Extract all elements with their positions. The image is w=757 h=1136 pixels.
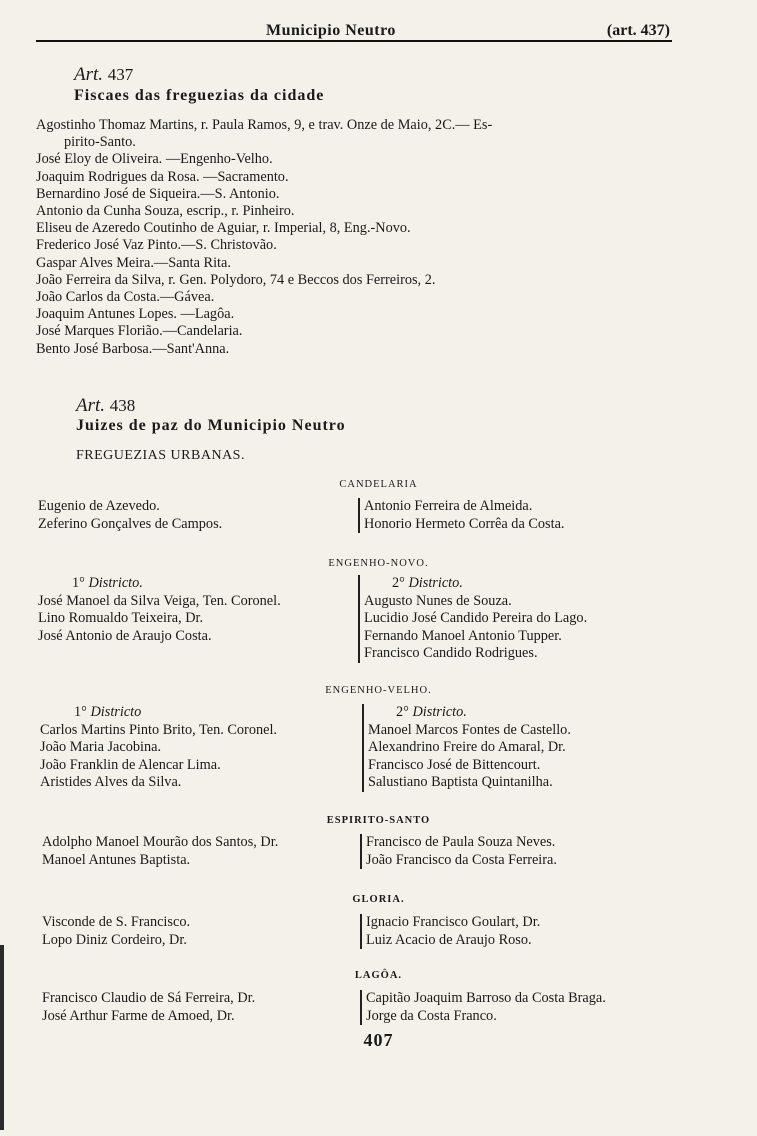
fiscal-entry: José Marques Florião.—Candelaria. [36, 323, 243, 340]
section-title-candelaria: CANDELARIA [339, 479, 418, 490]
district-word: Districto. [412, 704, 467, 720]
judge-name: João Franklin de Alencar Lima. [40, 756, 221, 773]
district-ordinal: 1° [74, 704, 87, 720]
judge-name: Augusto Nunes de Souza. [364, 592, 512, 609]
lagoa-left-column [42, 990, 255, 1025]
judge-name: José Antonio de Araujo Costa. [38, 627, 212, 644]
fiscal-entry: José Eloy de Oliveira. —Engenho-Velho. [36, 151, 273, 168]
espirito-santo-left-column [42, 834, 278, 869]
section-title-gloria: GLORIA. [352, 894, 405, 905]
fiscal-entry: Antonio da Cunha Souza, escrip., r. Pinheiro. [36, 203, 295, 220]
judge-name: Fernando Manoel Antonio Tupper. [364, 627, 562, 644]
judge-name: Alexandrino Freire do Amaral, Dr. [368, 739, 566, 756]
district-ordinal: 1° [72, 575, 85, 591]
judge-name: Adolpho Manoel Mourão dos Santos, Dr. [42, 834, 279, 850]
fiscal-entry: Frederico José Vaz Pinto.—S. Christovão. [36, 237, 277, 254]
header-article-ref: (art. 437) [606, 22, 670, 39]
judge-name: João Francisco da Costa Ferreira. [366, 851, 557, 868]
judge-name: Francisco Candido Rodrigues. [364, 645, 538, 662]
art-label: Art. [76, 395, 106, 416]
judge-name: Francisco de Paula Souza Neves. [366, 834, 556, 850]
art-438-title: Juizes de paz do Municipio Neutro [76, 417, 346, 434]
fiscaes-list [36, 117, 676, 358]
fiscal-entry: Bernardino José de Siqueira.—S. Antonio. [36, 185, 280, 202]
fiscal-entry: João Carlos da Costa.—Gávea. [36, 289, 215, 306]
judge-name: Lino Romualdo Teixeira, Dr. [38, 610, 204, 627]
engenho-velho-right-column [362, 704, 571, 792]
district-label [364, 575, 587, 593]
fiscal-entry: João Ferreira da Silva, r. Gen. Polydoro, 74 e Beccos dos Ferreiros, 2. [36, 271, 436, 288]
espirito-santo-right-column [360, 834, 557, 869]
judge-name: Antonio Ferreira de Almeida. [364, 498, 533, 514]
district-ordinal: 2° [396, 704, 409, 720]
gloria-right-column [360, 914, 540, 949]
art-437-heading [74, 64, 133, 86]
judge-name: Zeferino Gonçalves de Campos. [38, 515, 223, 532]
judge-name: Lopo Diniz Cordeiro, Dr. [42, 931, 187, 948]
fiscal-entry: Joaquim Rodrigues da Rosa. —Sacramento. [36, 168, 289, 185]
judge-name: João Maria Jacobina. [40, 739, 162, 756]
art-label: Art. [74, 64, 104, 85]
judge-name: Capitão Joaquim Barroso da Costa Braga. [366, 990, 606, 1006]
running-header [36, 22, 672, 42]
art-number: 437 [107, 65, 134, 84]
district-label [38, 575, 281, 593]
district-label [368, 704, 571, 722]
district-word: Districto [90, 704, 142, 720]
fiscal-entry: Joaquim Antunes Lopes. —Lagôa. [36, 306, 235, 323]
engenho-novo-left-column [38, 575, 281, 645]
art-437-title: Fiscaes das freguezias da cidade [74, 87, 325, 104]
fiscal-entry: Bento José Barbosa.—Sant'Anna. [36, 340, 230, 357]
candelaria-left-column [38, 498, 222, 533]
judge-name: Francisco José de Bittencourt. [368, 756, 541, 773]
binding-margin-edge [0, 945, 12, 1130]
judge-name: Francisco Claudio de Sá Ferreira, Dr. [42, 990, 256, 1006]
district-word: Districto. [88, 575, 143, 591]
page-number: 407 [363, 1030, 394, 1050]
lagoa-right-column [360, 990, 606, 1025]
fiscal-entry: Agostinho Thomaz Martins, r. Paula Ramos, 9, e trav. Onze de Maio, 2C.— Es- [36, 117, 493, 133]
freguezias-subtitle: FREGUEZIAS URBANAS. [76, 448, 245, 463]
fiscal-entry: Gaspar Alves Meira.—Santa Rita. [36, 254, 231, 271]
fiscal-entry: pirito-Santo. [64, 134, 136, 151]
section-title-lagoa: LAGÔA. [354, 970, 403, 981]
header-title: Municipio Neutro [266, 22, 396, 39]
district-ordinal: 2° [392, 575, 405, 591]
candelaria-right-column [358, 498, 565, 533]
judge-name: Aristides Alves da Silva. [40, 774, 182, 791]
art-number: 438 [109, 396, 136, 415]
judge-name: Ignacio Francisco Goulart, Dr. [366, 914, 541, 930]
judge-name: Manoel Marcos Fontes de Castello. [368, 721, 571, 738]
district-word: Districto. [408, 575, 463, 591]
judge-name: José Arthur Farme de Amoed, Dr. [42, 1007, 235, 1024]
judge-name: Carlos Martins Pinto Brito, Ten. Coronel. [40, 721, 278, 738]
engenho-velho-left-column [40, 704, 277, 792]
judge-name: Manoel Antunes Baptista. [42, 851, 191, 868]
judge-name: Luiz Acacio de Araujo Roso. [366, 931, 532, 948]
section-title-engenho-velho: ENGENHO-VELHO. [325, 685, 432, 696]
art-438-heading [76, 395, 135, 417]
engenho-novo-right-column [358, 575, 587, 663]
judge-name: Lucidio José Candido Pereira do Lago. [364, 610, 588, 627]
judge-name: Visconde de S. Francisco. [42, 914, 191, 930]
header-rule [36, 40, 672, 42]
gloria-left-column [42, 914, 190, 949]
fiscal-entry: Eliseu de Azeredo Coutinho de Aguiar, r. Imperial, 8, Eng.-Novo. [36, 220, 411, 237]
judge-name: José Manoel da Silva Veiga, Ten. Coronel. [38, 592, 281, 609]
judge-name: Honorio Hermeto Corrêa da Costa. [364, 515, 565, 532]
judge-name: Jorge da Costa Franco. [366, 1007, 497, 1024]
section-title-engenho-novo: ENGENHO-NOVO. [328, 558, 429, 569]
judge-name: Salustiano Baptista Quintanilha. [368, 774, 553, 791]
judge-name: Eugenio de Azevedo. [38, 498, 160, 514]
section-title-espirito-santo: ESPIRITO-SANTO [326, 815, 431, 826]
district-label [40, 704, 277, 722]
